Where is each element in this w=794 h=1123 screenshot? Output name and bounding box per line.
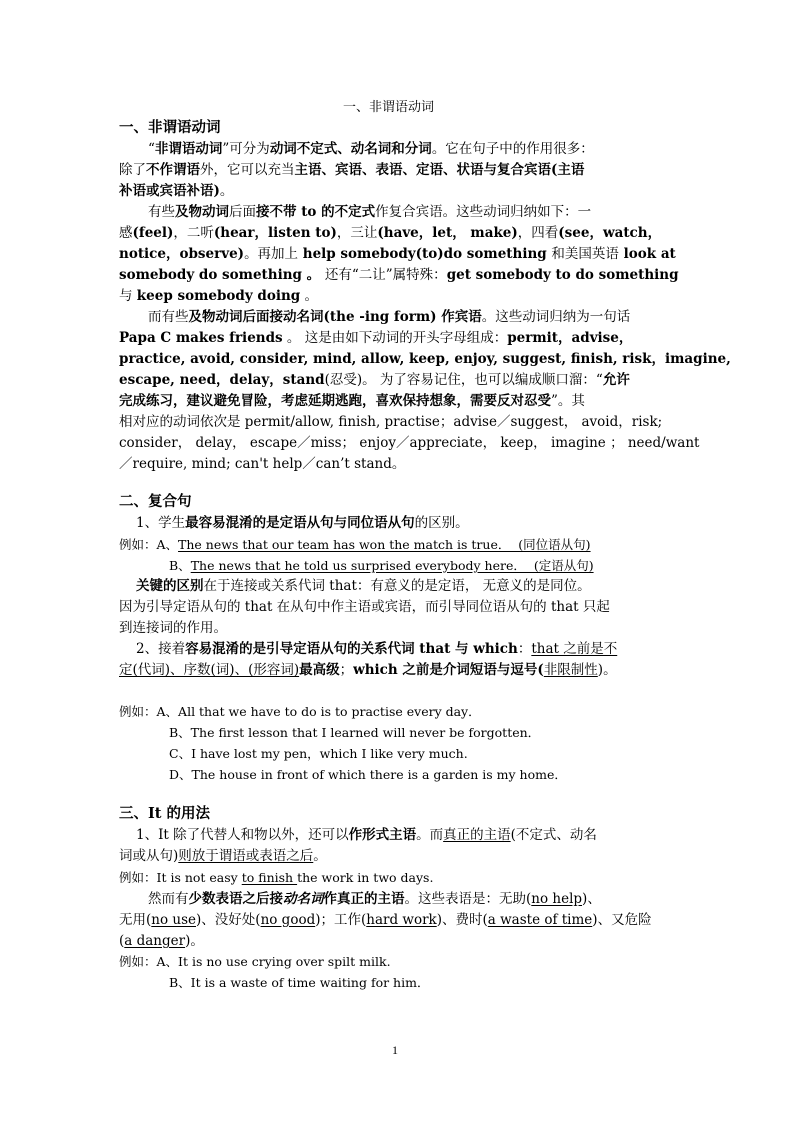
s1-p1-line-3: 补语或宾语补语)。 <box>119 183 234 199</box>
s3-example-1: 例如：It is not easy to finish the work in two days. <box>119 870 434 885</box>
s3-item-1-line-2: 词或从句)则放于谓语或表语之后。 <box>119 848 327 864</box>
s3-para-line-2: 无用(no use)、没好处(no good)；工作(hard work)、费时(a waste of time)、又危险 <box>119 912 652 928</box>
s1-p2-line-5: 与 keep somebody doing 。 <box>119 288 318 304</box>
section-3-heading: 三、It 的用法 <box>119 805 211 822</box>
s1-p3-line-7: consider， delay， escape／miss； enjoy／appreciate， keep， imagine ； need/want <box>119 435 700 451</box>
page-number: 1 <box>392 1043 398 1057</box>
s3-example-2b: B、It is a waste of time waiting for him． <box>169 975 430 990</box>
s2-example2-a: 例如：A、All that we have to do is to practise every day． <box>119 704 481 719</box>
s2-example2-d: D、The house in front of which there is a garden is my home． <box>169 767 567 782</box>
section-1-heading: 一、非谓语动词 <box>119 119 221 136</box>
s1-p3-line-3: practice, avoid, consider, mind, allow, keep, enjoy, suggest, finish, risk，imagine, <box>119 351 731 367</box>
s1-p2-line-2: 感(feel)，二听(hear，listen to)，三让(have，let， make)，四看(see，watch， <box>119 225 662 241</box>
s1-p2-line-4: somebody do something 。 还有“二让”属特殊：get somebody to do something <box>119 267 679 283</box>
s2-para-line-3: 到连接词的作用。 <box>119 620 227 636</box>
s3-para-line-3: (a danger)。 <box>119 933 204 949</box>
s2-item-1: 1、学生最容易混淆的是定语从句与同位语从句的区别。 <box>136 515 469 531</box>
s2-item-2-line-2: 定(代词)、序数(词)、(形容词)最高级；which 之前是介词短语与逗号(非限制性)。 <box>119 662 617 678</box>
page-title: 一、非谓语动词 <box>343 100 435 115</box>
s1-p3-line-6: 相对应的动词依次是 permit/allow, finish, practise；advise／suggest， avoid，risk; <box>119 414 663 430</box>
section-2-heading: 二、复合句 <box>119 493 192 510</box>
s1-p2-line-3: notice，observe)。再加上 help somebody(to)do something 和美国英语 look at <box>119 246 676 262</box>
s1-p1-line-2: 除了不作谓语外，它可以充当主语、宾语、表语、定语、状语与复合宾语(主语 <box>119 162 585 178</box>
s3-item-1-line-1: 1、It 除了代替人和物以外，还可以作形式主语。而真正的主语(不定式、动名 <box>136 827 597 843</box>
s3-example-2a: 例如：A、It is no use crying over spilt milk. <box>119 954 391 969</box>
s2-example2-b: B、The first lesson that I learned will never be forgotten． <box>169 725 541 740</box>
s2-example-b: B、The news that he told us surprised everybody here． (定语从句) <box>169 558 594 573</box>
s1-p2-line-1: 有些及物动词后面接不带 to 的不定式作复合宾语。这些动词归纳如下：一 <box>148 204 592 220</box>
s1-p1-line-1: “非谓语动词”可分为动词不定式、动名词和分词。它在句子中的作用很多： <box>148 141 594 157</box>
s1-p3-line-4: escape, need，delay，stand(忍受)。 为了容易记住，也可以编成顺口溜：“允许 <box>119 372 630 388</box>
s2-para-line-2: 因为引导定语从句的 that 在从句中作主语或宾语，而引导同位语从句的 that 只起 <box>119 599 610 615</box>
s2-example-a: 例如：A、The news that our team has won the match is true． (同位语从句) <box>119 537 591 552</box>
s1-p3-line-2: Papa C makes friends 。 这是由如下动词的开头字母组成：permit，advise， <box>119 330 633 346</box>
s1-p3-line-8: ／require, mind; can't help／can’t stand。 <box>119 456 406 472</box>
s1-p3-line-1: 而有些及物动词后面接动名词(the -ing form) 作宾语。这些动词归纳为一句话 <box>148 309 631 325</box>
s3-para-line-1: 然而有少数表语之后接动名词作真正的主语。这些表语是：无助(no help)、 <box>148 891 601 907</box>
s1-p3-line-5: 完成练习，建议避免冒险，考虑延期逃跑，喜欢保持想象，需要反对忍受”。其 <box>119 393 585 409</box>
s2-example2-c: C、I have lost my pen，which I like very much. <box>169 746 468 761</box>
s2-item-2-line-1: 2、接着容易混淆的是引导定语从句的关系代词 that 与 which：that 之前是不 <box>136 641 618 657</box>
s2-para-line-1: 关键的区别在于连接或关系代词 that：有意义的是定语， 无意义的是同位。 <box>136 578 591 594</box>
